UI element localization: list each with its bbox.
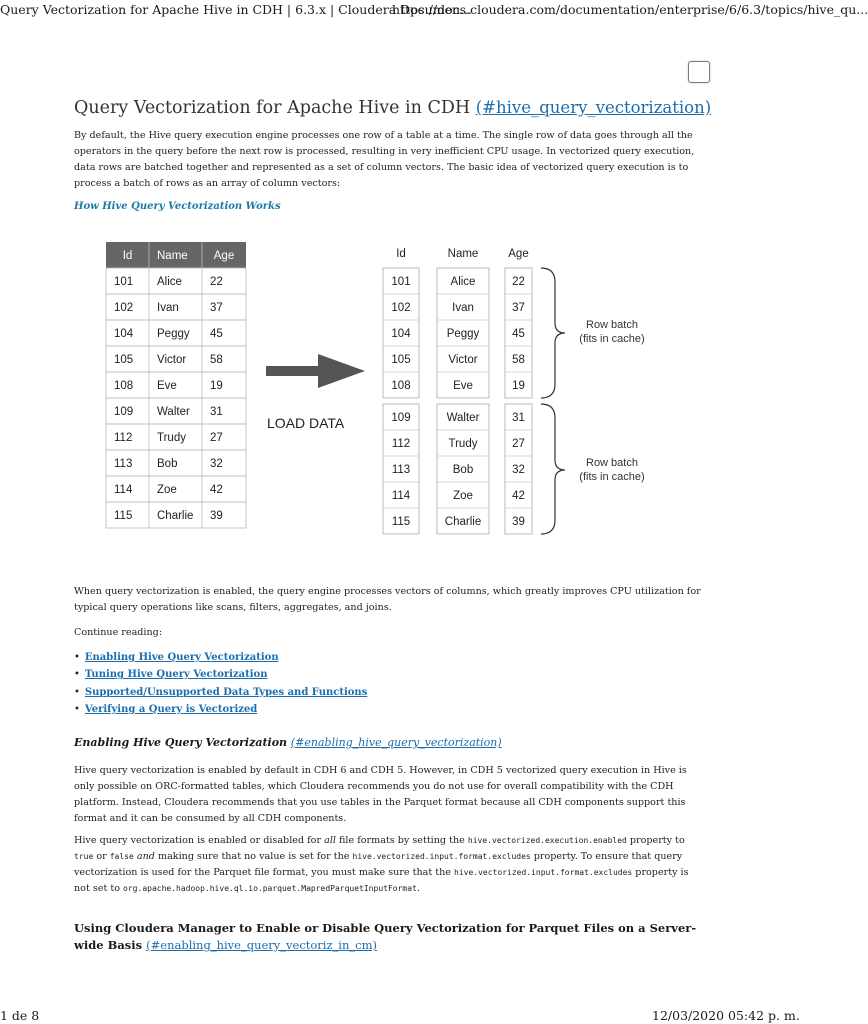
text: property. To ensure that query vectorization is used for the Parquet file format, you must make sure that the [74,851,683,878]
right-cell: 113 [391,464,411,476]
right-cell: 58 [512,354,525,366]
text: making sure that no value is set for the [154,851,353,862]
right-cell: Charlie [444,516,482,528]
emphasis: all [324,835,336,846]
right-cell: 27 [512,438,525,450]
right-cell: 19 [512,380,525,392]
batch-label-1-line1: Row batch [586,319,638,331]
left-cell: Ivan [157,302,179,314]
browser-url: https://docs.cloudera.com/documentation/enterprise/6/6.3/topics/hive_qu... [392,2,868,17]
right-cell: Peggy [446,328,480,340]
continue-reading: Continue reading: [74,627,163,638]
right-cell: Walter [446,412,480,424]
left-header-age: Age [213,250,235,262]
footer-timestamp: 12/03/2020 05:42 p. m. [652,1008,800,1023]
batch-brace-1 [541,268,565,398]
right-cell: Bob [452,464,474,476]
page-title-text: Query Vectorization for Apache Hive in CDH [74,98,471,118]
right-cell: Victor [448,354,478,366]
section-heading-text: Enabling Hive Query Vectorization [74,736,288,749]
code-class: org.apache.hadoop.hive.ql.io.parquet.MapredParquetInputFormat [123,884,417,893]
left-cell: 108 [114,380,134,392]
right-cell: 39 [512,516,525,528]
right-cell: Trudy [448,438,478,450]
right-header-name: Name [447,248,479,260]
text: or [93,851,110,862]
right-cell: 114 [391,490,411,502]
left-cell: 115 [114,510,133,522]
link-tuning[interactable]: Tuning Hive Query Vectorization [84,669,268,681]
link-enabling[interactable]: Enabling Hive Query Vectorization [84,652,279,663]
right-cell: 102 [391,302,411,314]
right-cell: 109 [391,412,411,424]
left-table [106,242,246,528]
right-cell: Ivan [452,302,474,314]
intro-paragraph: By default, the Hive query execution engine processes one row of a table at a time. The single row of data goes through all the operators in the query before the next row is processed, resulting in very inefficient CPU usage. In vectorized query execution, data rows are batched together and represented as a set of column vectors. The basic idea of vectorized query execution is to process a batch of rows as an array of column vectors: [74,130,695,189]
right-cell: Alice [450,276,476,288]
load-arrow-icon [266,354,365,388]
left-header-name: Name [157,250,188,262]
left-cell: Zoe [157,484,177,496]
copy-icon[interactable] [688,61,710,83]
subsection-heading [74,920,704,954]
left-cell: 114 [114,484,133,496]
left-cell: 101 [114,276,134,288]
right-header-id: Id [396,248,406,260]
continue-reading-list [74,649,367,718]
emphasis: and [133,851,155,862]
code-property: hive.vectorized.input.format.excludes [352,852,531,861]
right-cell: 31 [512,412,525,424]
left-cell: 32 [210,458,223,470]
left-cell: Trudy [157,432,186,444]
right-cell: 45 [512,328,525,340]
footer-page: 1 de 8 [0,1008,40,1023]
text: . [416,883,420,894]
list-item [74,701,367,718]
right-cell: Zoe [453,490,473,502]
title-anchor-link[interactable]: (#hive_query_vectorization) [475,98,712,117]
text: Hive query vectorization is enabled or disabled for [74,835,325,846]
load-data-label: LOAD DATA [267,415,345,431]
section-paragraph-1: Hive query vectorization is enabled by default in CDH 6 and CDH 5. However, in CDH 5 vectorized query execution in Hive is only possible on ORC-formatted tables, which Cloudera recommends you do not use for overall compatibility with the CDH platform. Instead, Cloudera recommends that you use tables in the Parquet format because all CDH components support this format and it can be consumed by all CDH components. [74,765,687,824]
left-cell: 42 [210,484,223,496]
left-cell: 109 [114,406,134,418]
right-cell: 22 [512,276,525,288]
left-cell: 113 [114,458,133,470]
after-figure-paragraph: When query vectorization is enabled, the query engine processes vectors of columns, which greatly improves CPU utilization for typical query operations like scans, filters, aggregates, and joins. [74,586,701,613]
left-cell: 22 [210,276,223,288]
batch-label-2-line1: Row batch [586,457,638,469]
list-item [74,649,367,666]
left-cell: Eve [157,380,177,392]
left-header-id: Id [122,250,133,262]
left-cell: Victor [157,354,187,366]
list-item [74,666,367,683]
batch-brace-2 [541,404,565,534]
right-cell: 112 [391,438,411,450]
left-cell: Alice [157,276,182,288]
left-cell: Peggy [157,328,190,340]
section-heading [74,736,502,749]
section-anchor-link[interactable]: (#enabling_hive_query_vectorization) [290,736,502,749]
text: property is not set to [74,867,689,894]
vectorization-figure [0,232,768,562]
left-cell: 102 [114,302,134,314]
right-cell: 42 [512,490,525,502]
right-cell: 105 [391,354,411,366]
page-title [74,98,711,118]
browser-title: Query Vectorization for Apache Hive in CDH | 6.3.x | Cloudera Documen... [0,2,472,17]
left-cell: Charlie [157,510,194,522]
left-cell: 112 [114,432,133,444]
right-cell: 37 [512,302,525,314]
figure-caption: How Hive Query Vectorization Works [74,201,281,212]
text: file formats by setting the [335,835,468,846]
batch-label-1-line2: (fits in cache) [579,333,645,345]
left-cell: 45 [210,328,223,340]
left-cell: 37 [210,302,223,314]
section-paragraph-2 [74,833,702,897]
right-header-age: Age [508,248,529,260]
text: property to [626,835,685,846]
subsection-heading-text: Using Cloudera Manager to Enable or Disable Query Vectorization for Parquet Files on a Server-wide Basis [74,921,697,952]
right-cell: 108 [391,380,411,392]
list-item [74,684,367,701]
code-false: false [109,852,134,861]
link-verifying[interactable]: Verifying a Query is Vectorized [84,703,258,715]
code-true: true [74,852,94,861]
batch-label-2-line2: (fits in cache) [579,471,645,483]
code-property: hive.vectorized.input.format.excludes [454,868,633,877]
right-table [383,248,532,534]
right-cell: 104 [391,328,411,340]
left-cell: Walter [157,406,190,418]
left-cell: 27 [210,432,223,444]
left-cell: Bob [157,458,178,470]
right-cell: 101 [391,276,411,288]
right-cell: 115 [391,516,411,528]
right-cell: 32 [512,464,525,476]
left-cell: 104 [114,328,134,340]
subsection-anchor-link[interactable]: (#enabling_hive_query_vectoriz_in_cm) [146,938,377,952]
left-cell: 19 [210,380,223,392]
code-property: hive.vectorized.execution.enabled [467,836,627,845]
left-cell: 105 [114,354,134,366]
left-cell: 58 [210,354,223,366]
right-cell: Eve [453,380,473,392]
link-supported-types[interactable]: Supported/Unsupported Data Types and Functions [84,686,368,698]
left-cell: 31 [210,406,223,418]
left-cell: 39 [210,510,223,522]
